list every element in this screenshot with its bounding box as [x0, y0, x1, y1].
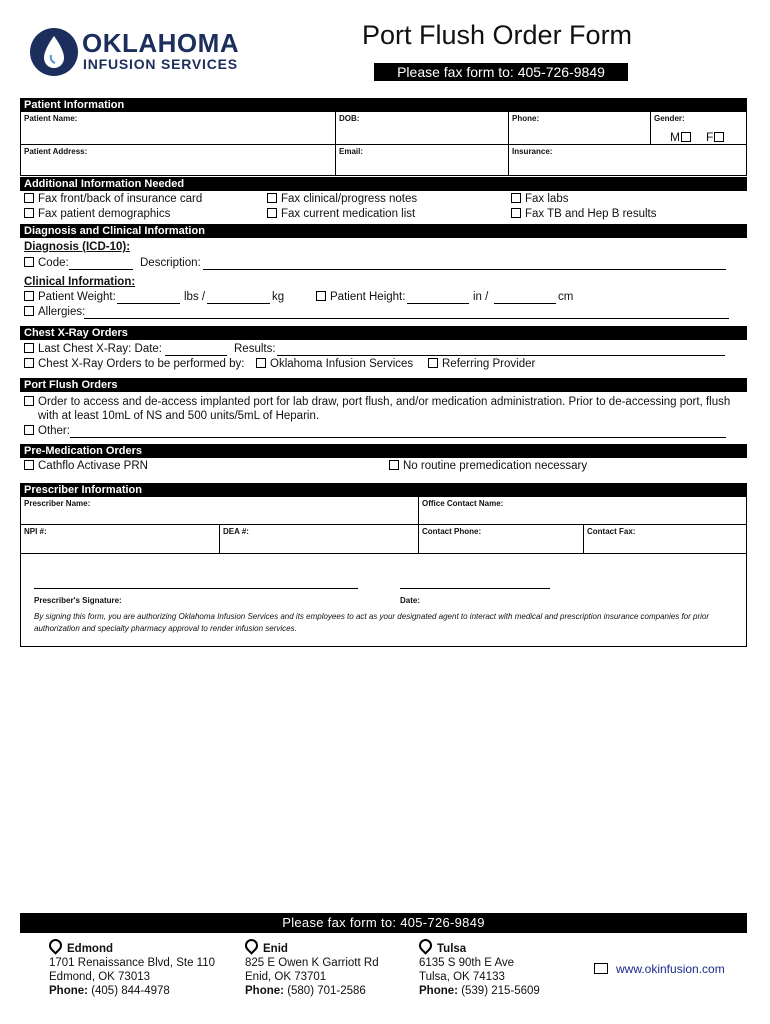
- weight-lbs-unit: lbs /: [184, 291, 206, 303]
- patient-name-label: Patient Name:: [24, 114, 78, 123]
- signature-input-line[interactable]: [34, 588, 358, 589]
- checkbox-insurance-card[interactable]: Fax front/back of insurance card: [24, 193, 202, 205]
- xray-results-input-line[interactable]: [277, 355, 725, 356]
- flush-order-checkbox[interactable]: Order to access and de-access implanted port for lab draw, port flush, and/or medication administration. Prior to de-accessing port, flush: [24, 396, 730, 408]
- tulsa-city: Tulsa, OK 74133: [419, 971, 505, 983]
- prescriber-name-field[interactable]: [21, 497, 419, 525]
- section-premedication: Pre-Medication Orders: [20, 444, 747, 458]
- patient-address-field[interactable]: [21, 145, 336, 175]
- logo-subtitle: INFUSION SERVICES: [83, 56, 238, 72]
- edmond-street: 1701 Renaissance Blvd, Ste 110: [49, 957, 216, 969]
- patient-name-field[interactable]: [21, 112, 336, 145]
- edmond-city: Edmond, OK 73013: [49, 971, 151, 983]
- weight-checkbox[interactable]: Patient Weight:: [24, 291, 116, 303]
- flush-other-checkbox[interactable]: Other:: [24, 425, 70, 437]
- premed-cathflo-checkbox[interactable]: Cathflo Activase PRN: [24, 460, 148, 472]
- edmond-phone: (405) 844-4978: [91, 985, 170, 997]
- section-diagnosis-clinical: Diagnosis and Clinical Information: [20, 224, 747, 238]
- date-input-line[interactable]: [400, 588, 550, 589]
- enid-street: 825 E Owen K Garriott Rd: [245, 957, 379, 969]
- gender-field: [651, 112, 746, 145]
- website-link[interactable]: www.okinfusion.com: [594, 962, 725, 976]
- section-chest-xray: Chest X-Ray Orders: [20, 326, 747, 340]
- checkbox-tb-hepb[interactable]: Fax TB and Hep B results: [511, 208, 656, 220]
- location-enid: Enid 825 E Owen K Garriott Rd Enid, OK 73701 Phone: (580) 701-2586: [245, 939, 379, 998]
- patient-address-label: Patient Address:: [24, 147, 88, 156]
- tulsa-street: 6135 S 90th E Ave: [419, 957, 515, 969]
- xray-date-input-line[interactable]: [165, 355, 227, 356]
- description-input-line[interactable]: [203, 269, 726, 270]
- npi-field[interactable]: [21, 525, 220, 554]
- contact-phone-field[interactable]: [419, 525, 584, 554]
- fax-banner-bottom: Please fax form to: 405-726-9849: [20, 913, 747, 933]
- location-pin-icon: [416, 936, 434, 954]
- enid-city: Enid, OK 73701: [245, 971, 327, 983]
- section-patient-information: Patient Information: [20, 98, 747, 112]
- patient-info-table: [20, 112, 747, 176]
- height-in-unit: in /: [473, 291, 489, 303]
- insurance-label: Insurance:: [512, 147, 553, 156]
- section-port-flush: Port Flush Orders: [20, 378, 747, 392]
- gender-f-checkbox[interactable]: [714, 132, 724, 142]
- location-pin-icon: [242, 936, 260, 954]
- weight-kg-input-line[interactable]: [207, 303, 270, 304]
- checkbox-fax-labs[interactable]: Fax labs: [511, 193, 568, 205]
- section-prescriber: Prescriber Information: [20, 483, 747, 497]
- location-tulsa: Tulsa 6135 S 90th E Ave Tulsa, OK 74133 Phone: (539) 215-5609: [419, 939, 540, 998]
- location-edmond: Edmond 1701 Renaissance Blvd, Ste 110 Edmond, OK 73013 Phone: (405) 844-4978: [49, 939, 215, 998]
- xray-performed-checkbox[interactable]: Chest X-Ray Orders to be performed by:: [24, 358, 244, 370]
- dea-label: DEA #:: [223, 527, 249, 536]
- xray-option-referring[interactable]: Referring Provider: [428, 358, 535, 370]
- dea-field[interactable]: [220, 525, 419, 554]
- code-checkbox[interactable]: Code:: [24, 257, 69, 269]
- signature-label: Prescriber's Signature:: [34, 596, 122, 605]
- npi-label: NPI #:: [24, 527, 47, 536]
- weight-lbs-input-line[interactable]: [117, 303, 180, 304]
- email-label: Email:: [339, 147, 364, 156]
- office-contact-field[interactable]: [419, 497, 746, 525]
- checkbox-patient-demographics[interactable]: Fax patient demographics: [24, 208, 170, 220]
- clinical-heading: Clinical Information:: [24, 276, 136, 288]
- xray-option-ois[interactable]: Oklahoma Infusion Services: [256, 358, 413, 370]
- checkbox-medication-list[interactable]: Fax current medication list: [267, 208, 415, 220]
- page-title: Port Flush Order Form: [362, 20, 633, 50]
- flush-order-line2: with at least 10mL of NS and 500 units/5mL of Heparin.: [38, 410, 320, 422]
- prescriber-name-label: Prescriber Name:: [24, 499, 91, 508]
- logo-wordmark: OKLAHOMA: [82, 28, 240, 58]
- phone-field[interactable]: [509, 112, 651, 145]
- flush-other-input-line[interactable]: [70, 437, 726, 438]
- insurance-field[interactable]: [509, 145, 746, 175]
- logo-emblem: [28, 25, 80, 79]
- height-in-input-line[interactable]: [407, 303, 469, 304]
- office-contact-label: Office Contact Name:: [422, 499, 504, 508]
- monitor-icon: [594, 963, 608, 974]
- checkbox-clinical-notes[interactable]: Fax clinical/progress notes: [267, 193, 417, 205]
- tulsa-phone: (539) 215-5609: [461, 985, 540, 997]
- contact-fax-field[interactable]: [584, 525, 746, 554]
- fax-banner-top: Please fax form to: 405-726-9849: [374, 63, 628, 81]
- date-label: Date:: [400, 596, 421, 605]
- contact-phone-label: Contact Phone:: [422, 527, 482, 536]
- allergies-checkbox[interactable]: Allergies:: [24, 306, 85, 318]
- gender-m-checkbox[interactable]: [681, 132, 691, 142]
- premed-none-checkbox[interactable]: No routine premedication necessary: [389, 460, 587, 472]
- enid-phone: (580) 701-2586: [287, 985, 366, 997]
- xray-results-label: Results:: [234, 343, 276, 355]
- description-label: Description:: [140, 257, 201, 269]
- location-pin-icon: [46, 936, 64, 954]
- gender-m-option[interactable]: M: [670, 130, 695, 144]
- dob-field[interactable]: [336, 112, 509, 145]
- height-cm-input-line[interactable]: [494, 303, 556, 304]
- email-field[interactable]: [336, 145, 509, 175]
- code-input-line[interactable]: [69, 269, 133, 270]
- dob-label: DOB:: [339, 114, 360, 123]
- contact-fax-label: Contact Fax:: [587, 527, 636, 536]
- last-xray-checkbox[interactable]: Last Chest X-Ray: Date:: [24, 343, 162, 355]
- gender-label: Gender:: [654, 114, 685, 123]
- height-checkbox[interactable]: Patient Height:: [316, 291, 405, 303]
- diagnosis-heading: Diagnosis (ICD-10):: [24, 241, 131, 253]
- gender-f-option[interactable]: F: [706, 130, 728, 144]
- allergies-input-line[interactable]: [84, 318, 729, 319]
- height-cm-unit: cm: [558, 291, 574, 303]
- phone-label: Phone:: [512, 114, 540, 123]
- authorization-disclaimer: By signing this form, you are authorizing Oklahoma Infusion Services and its employees to act as your designated agent to interact with medical and prescription insurance companies for prior authorization and specialty pharmacy approval to render infusion services.: [34, 612, 710, 633]
- section-additional-information: Additional Information Needed: [20, 177, 747, 191]
- weight-kg-unit: kg: [272, 291, 285, 303]
